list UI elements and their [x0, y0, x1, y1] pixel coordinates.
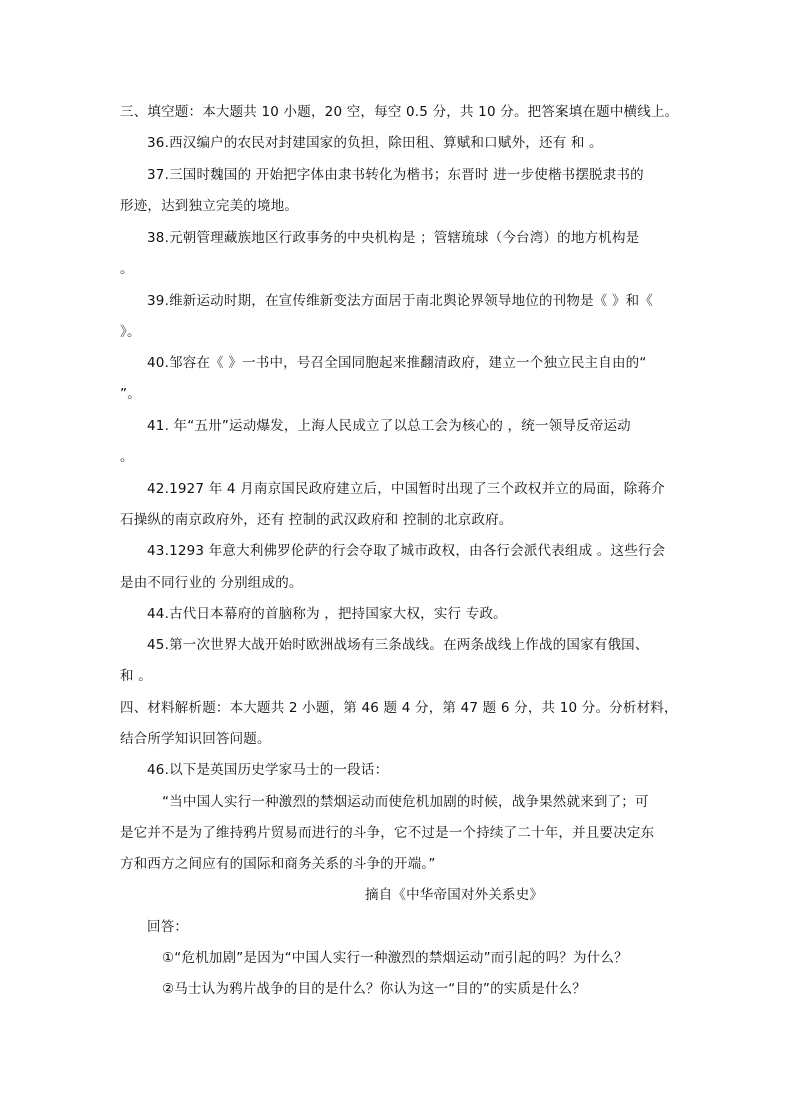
section-3-header: 三、填空题：本大题共 10 小题，20 空，每空 0.5 分，共 10 分。把答案填在题中横线上。	[120, 104, 679, 120]
question-44: 44.古代日本幕府的首脑称为 ，把持国家大权，实行 专政。	[147, 606, 507, 622]
question-40-line-2: ”。	[120, 386, 141, 402]
question-41-line-2: 。	[120, 449, 134, 465]
question-36: 36.西汉编户的农民对封建国家的负担，除田租、算赋和口赋外，还有 和 。	[147, 135, 603, 151]
question-42-line-1: 42.1927 年 4 月南京国民政府建立后，中国暂时出现了三个政权并立的局面，除蒋介	[147, 481, 665, 497]
sub-question-2: ②马士认为鸦片战争的目的是什么？你认为这一“目的”的实质是什么？	[162, 981, 586, 997]
question-38-line-1: 38.元朝管理藏族地区行政事务的中央机构是 ；管辖琉球（今台湾）的地方机构是	[147, 230, 640, 246]
question-39-line-1: 39.维新运动时期，在宣传维新变法方面居于南北舆论界领导地位的刊物是《 》和《	[147, 293, 654, 309]
section-4-header-line-1: 四、材料解析题：本大题共 2 小题，第 46 题 4 分，第 47 题 6 分，共 10 分。分析材料，	[120, 700, 678, 716]
answer-label: 回答：	[147, 919, 189, 935]
question-45-line-1: 45.第一次世界大战开始时欧洲战场有三条战线。在两条战线上作战的国家有俄国、	[147, 637, 649, 653]
question-37-line-2: 形迹，达到独立完美的境地。	[120, 198, 299, 214]
question-37-line-1: 37.三国时魏国的 开始把字体由隶书转化为楷书；东晋时 进一步使楷书摆脱隶书的	[147, 167, 644, 183]
quote-line-1: “当中国人实行一种激烈的禁烟运动而使危机加剧的时候，战争果然就来到了；可	[162, 794, 649, 810]
section-4-header-line-2: 结合所学知识回答问题。	[120, 731, 271, 747]
quote-line-2: 是它并不是为了维持鸦片贸易而进行的斗争，它不过是一个持续了二十年，并且要决定东	[120, 825, 655, 841]
quote-line-3: 方和西方之间应有的国际和商务关系的斗争的开端。”	[120, 856, 436, 872]
question-46-intro: 46.以下是英国历史学家马士的一段话：	[147, 762, 389, 778]
question-45-line-2: 和 。	[120, 668, 152, 684]
question-43-line-1: 43.1293 年意大利佛罗伦萨的行会夺取了城市政权，由各行会派代表组成 。这些行会	[147, 543, 666, 559]
question-38-line-2: 。	[120, 261, 134, 277]
question-42-line-2: 石操纵的南京政府外，还有 控制的武汉政府和 控制的北京政府。	[120, 512, 513, 528]
question-41-line-1: 41. 年“五卅”运动爆发，上海人民成立了以总工会为核心的 ，统一领导反帝运动	[147, 418, 631, 434]
quote-source: 摘自《中华帝国对外关系史》	[365, 887, 544, 903]
question-40-line-1: 40.邹容在《 》一书中，号召全国同胞起来推翻清政府，建立一个独立民主自由的“	[147, 355, 647, 371]
question-43-line-2: 是由不同行业的 分别组成的。	[120, 575, 303, 591]
question-39-line-2: 》。	[120, 324, 141, 340]
sub-question-1: ①“危机加剧”是因为“中国人实行一种激烈的禁烟运动”而引起的吗？为什么？	[162, 950, 628, 966]
